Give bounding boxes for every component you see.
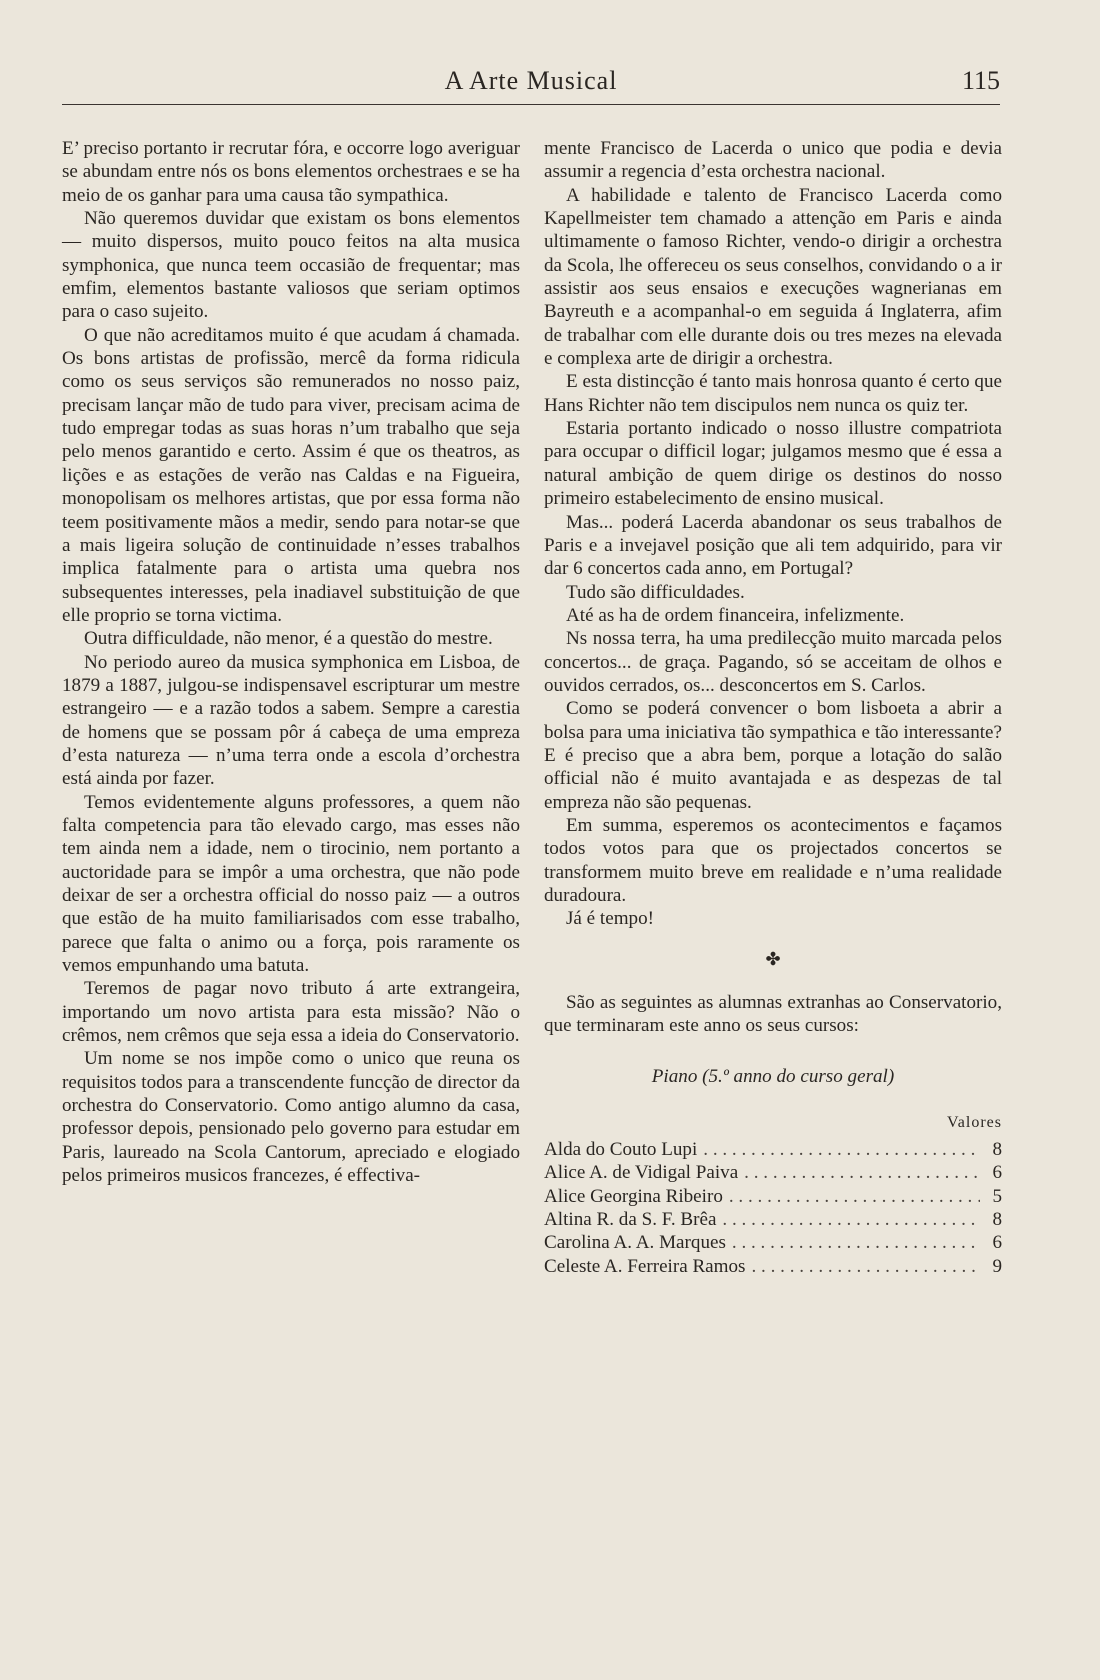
page-header xyxy=(62,62,1000,106)
leader-dots xyxy=(722,1208,980,1231)
paragraph: Como se poderá convencer o bom lisboeta a abrir a bolsa para uma iniciativa tão sympathica e tão interessante? E é preciso que a abra bem, porque a lotação do salão official não é muito avantajada e as despezas de tal empreza não são pequenas. xyxy=(544,698,1002,813)
student-name: Alda do Couto Lupi xyxy=(544,1139,698,1161)
student-name: Celeste A. Ferreira Ramos xyxy=(544,1255,746,1277)
student-name: Alice A. de Vidigal Paiva xyxy=(544,1162,739,1184)
student-name: Altina R. da S. F. Brêa xyxy=(544,1209,717,1231)
list-item xyxy=(544,1185,1002,1208)
paragraph: Estaria portanto indicado o nosso illustre compatriota para occupar o difficil logar; julgamos mesmo que é essa a natural ambição de quem dirige os destinos do nosso primeiro estabelecimento de ensino musical. xyxy=(544,418,1002,510)
student-name: Carolina A. A. Marques xyxy=(544,1232,726,1254)
list-item xyxy=(544,1231,1002,1254)
valores-header: Valores xyxy=(947,1113,1002,1131)
left-column xyxy=(62,137,520,1187)
paragraph: Já é tempo! xyxy=(566,908,655,930)
ornament-icon: ✤ xyxy=(765,948,781,969)
paragraph: Ns nossa terra, ha uma predilecção muito marcada pelos concertos... de graça. Pagando, só se acceitam de olhos e ouvidos cerrados, os... desconcertos em S. Carlos. xyxy=(544,628,1002,696)
paragraph: Mas... poderá Lacerda abandonar os seus trabalhos de Paris e a invejavel posição que ali tem adquirido, para vir dar 6 concertos cada anno, em Portugal? xyxy=(544,511,1002,580)
leader-dots xyxy=(703,1138,980,1161)
grade-value: 9 xyxy=(992,1255,1002,1277)
grade-value: 5 xyxy=(992,1185,1002,1207)
right-column xyxy=(544,137,1002,1278)
header-rule xyxy=(62,104,1000,105)
leader-dots xyxy=(752,1255,981,1278)
paragraph: Outra difficuldade, não menor, é a questão do mestre. xyxy=(84,628,493,650)
paragraph: São as seguintes as alumnas extranhas ao Conservatorio, que terminaram este anno os seus cursos: xyxy=(544,991,1002,1037)
paragraph: Tudo são difficuldades. xyxy=(566,581,745,603)
paragraph: mente Francisco de Lacerda o unico que podia e devia assumir a regencia d’esta orchestra nacional. xyxy=(544,138,1002,183)
list-item xyxy=(544,1161,1002,1184)
paragraph: E’ preciso portanto ir recrutar fóra, e occorre logo averiguar se abundam entre nós os bons elementos orchestraes e se ha meio de os ganhar para uma causa tão sympathica. xyxy=(62,138,520,206)
list-item xyxy=(544,1138,1002,1161)
paragraph: Teremos de pagar novo tributo á arte extrangeira, importando um novo artista para esta missão? Não o crêmos, nem crêmos que seja essa a ideia do Conservatorio. xyxy=(62,978,520,1047)
grade-value: 6 xyxy=(992,1232,1002,1254)
grade-value: 6 xyxy=(992,1162,1002,1184)
section-title: Piano (5.º anno do curso geral) xyxy=(651,1066,895,1088)
paragraph: Até as ha de ordem financeira, infelizmente. xyxy=(566,604,905,626)
list-item xyxy=(544,1255,1002,1278)
running-title: A Arte Musical xyxy=(444,66,618,95)
leader-dots xyxy=(732,1231,980,1254)
paragraph: Em summa, esperemos os acontecimentos e façamos todos votos para que os projectados concertos se transformem muito breve em realidade e n’uma realidade duradoura. xyxy=(544,814,1002,906)
leader-dots xyxy=(729,1185,980,1208)
leader-dots xyxy=(744,1161,980,1184)
grade-value: 8 xyxy=(992,1139,1002,1161)
grade-value: 8 xyxy=(992,1209,1002,1231)
paragraph: Um nome se nos impõe como o unico que reuna os requisitos todos para a transcendente funcção de director da orchestra do Conservatorio. Como antigo alumno da casa, professor depois, pensionado pelo governo para estudar em Paris, laureado na Scola Cantorum, apreciado e elogiado pelos primeiros musicos francezes, é effectiva- xyxy=(62,1048,520,1187)
student-name: Alice Georgina Ribeiro xyxy=(544,1185,723,1207)
paragraph: O que não acreditamos muito é que acudam á chamada. Os bons artistas de profissão, mercê da forma ridicula como os seus serviços são remunerados no nosso paiz, precisam lançar mão de tudo para viver, precisam acima de tudo empregar todas as suas horas n’um trabalho que seja pelo menos garantido e certo. Assim é que os theatros, as lições e as estações de verão nas Caldas e na Figueira, monopolisam os melhores artistas, que por essa forma não teem positivamente mãos a medir, sendo para notar-se que a mais ligeira solução de continuidade n’esses trabalhos implica fatalmente para o artista uma quebra nos subsequentes interesses, pela inadiavel substituição de que elle proprio se torna victima. xyxy=(62,324,520,626)
paragraph: E esta distincção é tanto mais honrosa quanto é certo que Hans Richter não tem discipulos nem nunca os quiz ter. xyxy=(544,371,1002,416)
paragraph: A habilidade e talento de Francisco Lacerda como Kapellmeister tem chamado a attenção em Paris e ainda ultimamente o famoso Richter, vendo-o dirigir a orchestra da Scola, lhe offereceu os seus conselhos, convidando o a ir assistir aos seus ensaios e execuções wagnerianas em Bayreuth e a acompanhal-o em seguida á Inglaterra, afim de trabalhar com elle durante dois ou tres mezes na elevada e complexa arte de dirigir a orchestra. xyxy=(544,184,1002,370)
paragraph: Não queremos duvidar que existam os bons elementos — muito dispersos, muito pouco feitos na alta musica symphonica, que nunca teem occasião de frequentar; mas emfim, elementos bastante valiosos que seriam optimos para o caso sujeito. xyxy=(62,208,520,323)
paragraph: No periodo aureo da musica symphonica em Lisboa, de 1879 a 1887, julgou-se indispensavel escripturar um mestre estrangeiro — e a razão todos a sabem. Sempre a carestia de homens que se possam pôr á cabeça de uma empreza d’esta natureza — n’uma terra onde a escola d’orchestra está ainda por fazer. xyxy=(62,651,520,790)
page-number: 115 xyxy=(961,66,1000,95)
grades-list xyxy=(544,1138,1002,1278)
paragraph: Temos evidentemente alguns professores, a quem não falta competencia para tão elevado cargo, mas esses não tem ainda nem a idade, nem o tirocinio, nem portanto a auctoridade para se impôr a uma orchestra, que não pode deixar de ser a orchestra official do nosso paiz — a outros que estão de ha muito familiarisados com esse trabalho, parece que falta o animo ou a força, pois raramente os vemos empunhando uma batuta. xyxy=(62,791,520,977)
list-item xyxy=(544,1208,1002,1231)
